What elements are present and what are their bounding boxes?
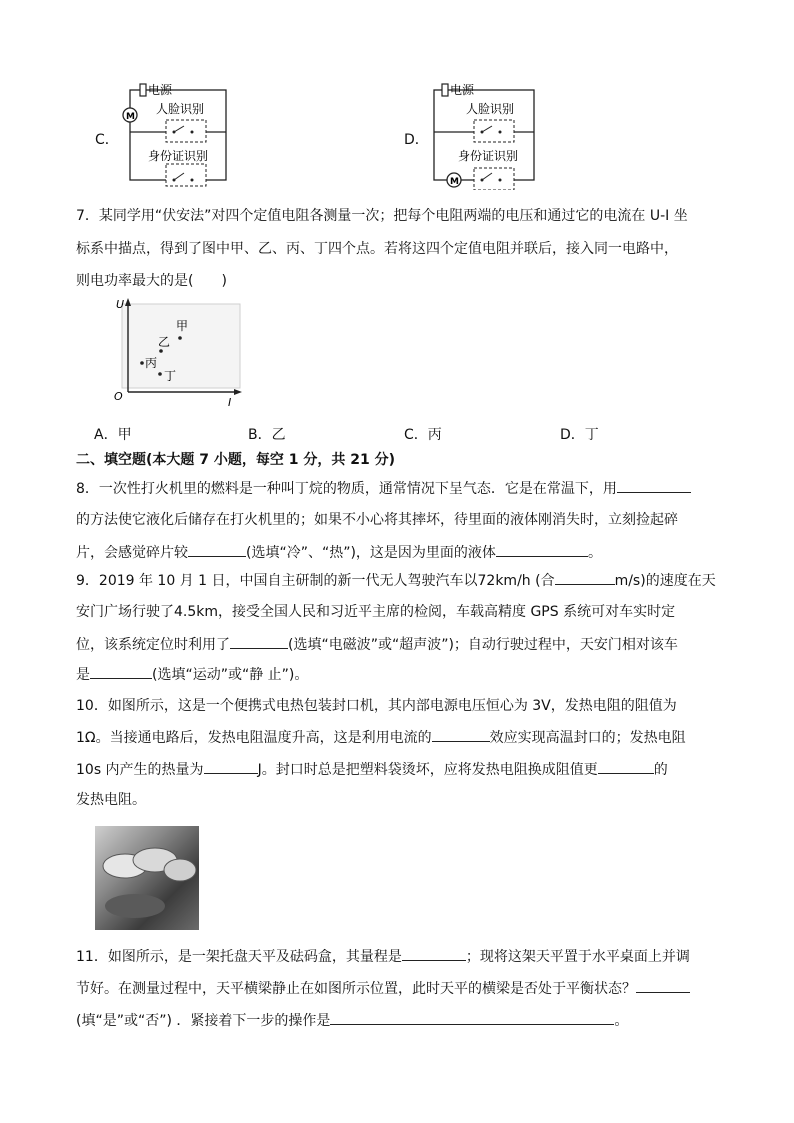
answer-blank[interactable]	[598, 759, 654, 774]
answer-blank[interactable]	[188, 542, 246, 557]
q9-line4: 是 (选填“运动”或“静 止”)。	[76, 664, 308, 685]
option-d-label: D．	[404, 132, 429, 148]
svg-text:M: M	[450, 177, 459, 187]
option-a[interactable]: A．甲	[94, 427, 132, 443]
q10-line1: 10．如图所示，这是一个便携式电热包装封口机，其内部电源电压恒心为 3V，发热电阻的阻值为	[76, 698, 677, 714]
q7-line3: 则电功率最大的是( )	[76, 273, 227, 289]
option-b[interactable]: B．乙	[248, 427, 286, 443]
circuit-diagram-c	[112, 82, 232, 190]
answer-blank[interactable]	[90, 664, 152, 679]
answer-blank[interactable]	[432, 727, 490, 742]
power-source-label: 电源	[450, 83, 475, 97]
i-axis-label: I	[228, 396, 232, 408]
id-recognition-label: 身份证识别	[148, 149, 209, 163]
q11-line3: (填“是”或“否”) ．紧接着下一步的操作是 。	[76, 1010, 628, 1031]
point-bing-label: 丙	[145, 356, 158, 370]
q11-line1: 11．如图所示，是一架托盘天平及砝码盒，其量程是 ；现将这架天平置于水平桌面上并调	[76, 946, 690, 967]
answer-blank[interactable]	[555, 570, 615, 585]
q9-line3: 位，该系统定位时利用了 (选填“电磁波”或“超声波”)；自动行驶过程中，天安门相对该车	[76, 634, 678, 655]
power-source-label: 电源	[148, 83, 173, 97]
face-recognition-label: 人脸识别	[466, 102, 515, 116]
answer-blank[interactable]	[496, 542, 588, 557]
point-ding-label: 丁	[164, 369, 177, 383]
option-c-label: C．	[95, 132, 119, 148]
q10-line2: 1Ω。当接通电路后，发热电阻温度升高，这是利用电流的 效应实现高温封口的；发热电阻	[76, 727, 686, 748]
u-axis-label: U	[116, 298, 125, 311]
q7-line1: 7．某同学用“伏安法”对四个定值电阻各测量一次；把每个电阻两端的电压和通过它的电流在 U-I 坐	[76, 208, 688, 224]
svg-text:M: M	[126, 112, 135, 122]
answer-blank[interactable]	[204, 759, 258, 774]
circuit-diagram-d	[420, 82, 540, 190]
q8-line2: 的方法使它液化后储存在打火机里的；如果不小心将其摔坏，待里面的液体刚消失时，立刻捡起碎	[76, 512, 678, 528]
q9-line1: 9．2019 年 10 月 1 日，中国自主研制的新一代无人驾驶汽车以72km/h (合 m/s)的速度在天	[76, 570, 716, 591]
answer-blank[interactable]	[617, 478, 691, 493]
point-jia-label: 甲	[176, 319, 189, 333]
section-heading-fill-in: 二、填空题(本大题 7 小题，每空 1 分，共 21 分)	[76, 452, 396, 468]
point-yi-label: 乙	[158, 335, 171, 349]
u-i-graph	[100, 296, 248, 408]
q10-line4: 发热电阻。	[76, 792, 146, 808]
option-d[interactable]: D．丁	[560, 427, 599, 443]
id-recognition-label: 身份证识别	[458, 149, 519, 163]
origin-label: O	[114, 390, 123, 403]
face-recognition-label: 人脸识别	[156, 102, 205, 116]
sealing-machine-photo	[95, 826, 199, 930]
option-c[interactable]: C．丙	[404, 427, 442, 443]
answer-blank[interactable]	[402, 946, 466, 961]
q7-line2: 标系中描点，得到了图中甲、乙、丙、丁四个点。若将这四个定值电阻并联后，接入同一电路中，	[76, 241, 678, 257]
answer-blank[interactable]	[330, 1010, 614, 1025]
answer-blank[interactable]	[230, 634, 288, 649]
q9-line2: 安门广场行驶了4.5km，接受全国人民和习近平主席的检阅，车载高精度 GPS 系统可对车实时定	[76, 604, 676, 620]
q10-line3: 10s 内产生的热量为 J。封口时总是把塑料袋烫坏，应将发热电阻换成阻值更 的	[76, 759, 668, 780]
answer-blank[interactable]	[636, 978, 690, 993]
q8-line1: 8．一次性打火机里的燃料是一种叫丁烷的物质，通常情况下呈气态．它是在常温下，用	[76, 478, 691, 499]
q11-line2: 节好。在测量过程中，天平横梁静止在如图所示位置，此时天平的横梁是否处于平衡状态？	[76, 978, 690, 999]
q8-line3: 片，会感觉碎片较 (选填“冷”、“热”)，这是因为里面的液体 。	[76, 542, 602, 563]
